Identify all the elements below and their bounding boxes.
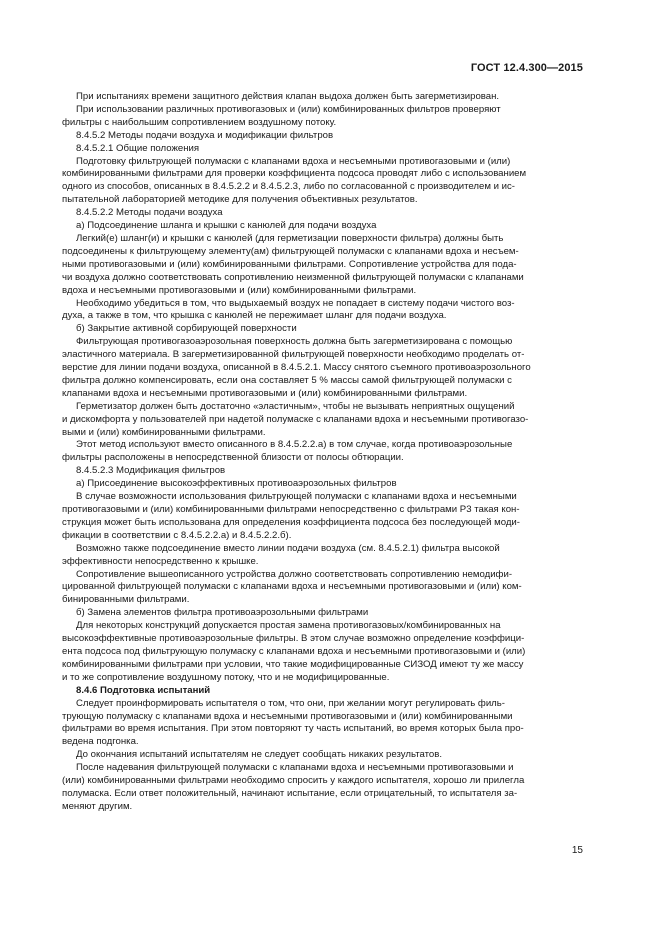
paragraph: Возможно также подсоединение вместо линии подачи воздуха (см. 8.4.5.2.1) фильтра высокой эффективности непосредственно к крышке. <box>62 542 500 567</box>
list-item: а) Подсоединение шланга и крышки с канюлей для подачи воздуха <box>76 220 377 232</box>
paragraph: До окончания испытаний испытателям не следует сообщать никаких результатов. <box>76 749 443 761</box>
paragraph: При испытаниях времени защитного действия клапан выдоха должен быть загерметизирован. <box>76 91 500 102</box>
section-heading-bold: 8.4.6 Подготовка испытаний <box>76 684 211 696</box>
standard-header: ГОСТ 12.4.300—2015 <box>470 62 583 74</box>
paragraph: После надевания фильтрующей полумаски с клапанами вдоха и несъемными противогазовыми и (или) комбинированными фильтрами необходимо спросить у каждого испытателя, хорошо ли прилегла полумаска. Если ответ положительный, начинают испытание, если отрицательный, то испытателя за- меняют другим. <box>62 762 525 812</box>
paragraph: Следует проинформировать испытателя о том, что они, при желании могут регулировать филь- трующую полумаску с клапанами вдоха и несъемными противогазовыми и (или) комбинированными фильтрами во время испытания. При этом повторяют ту часть испытаний, во время которых была про- ведена подгонка. <box>62 697 524 748</box>
paragraph: Для некоторых конструкций допускается простая замена противогазовых/комбинированных на высокоэффективные противоаэрозольные фильтры. В этом случае возможно определение коэффици- ента подсоса под фильтрующую полумаску с клапанами вдоха и несъемными противогазовыми и (или) комбинированными фильтрами при условии, что такие модифицированные СИЗОД имеют ту же массу и то же сопротивление воздушному потоку, что и не модифицированные. <box>62 620 526 683</box>
paragraph: Фильтрующая противогазоаэрозольная поверхность должна быть загерметизирована с помощью эластичного материала. В загерметизированной фильтрующей поверхности необходимо проделать от- верстие для линии подачи воздуха, описанной в 8.4.5.2.1. Массу снятого съемного противоаэрозольного фильтра должно компенсировать, если она составляет 5 % массы самой фильтрующей полумаски с клапанами вдоха и несъемными противогазовыми и (или) комбинированными фильтрами. <box>62 336 531 399</box>
paragraph: Необходимо убедиться в том, что выдыхаемый воздух не попадает в систему подачи чистого воз- духа, а также в том, что крышка с канюлей не пережимает шланг для подачи воздуха. <box>62 297 515 322</box>
list-item: б) Закрытие активной сорбирующей поверхности <box>76 323 297 335</box>
list-item: а) Присоединение высокоэффективных противоаэрозольных фильтров <box>76 478 397 490</box>
page-number: 15 <box>571 845 583 856</box>
paragraph: При использовании различных противогазовых и (или) комбинированных фильтров проверяют фильтры с наибольшим сопротивлением воздушному потоку. <box>62 103 501 128</box>
paragraph: В случае возможности использования фильтрующей полумаски с клапанами вдоха и несъемными противогазовыми и (или) комбинированными фильтрами непосредственно с фильтрами Р3 такая кон- струкция может быть использована для определения коэффициента подсоса без последующей моди- фикации в соответствии с 8.4.5.2.2.а) и 8.4.5.2.2.б). <box>62 491 520 541</box>
section-heading: 8.4.5.2 Методы подачи воздуха и модификации фильтров <box>76 129 334 141</box>
paragraph: Герметизатор должен быть достаточно «эластичным», чтобы не вызывать неприятных ощущений и дискомфорта у пользователей при надетой полумаске с клапанами вдоха и несъемными противогазо- выми и (или) комбинированными фильтрами. <box>62 400 529 438</box>
paragraph: Легкий(е) шланг(и) и крышки с канюлей (для герметизации поверхности фильтра) должны быть подсоединены к фильтрующему элементу(ам) фильтрующей полумаски с клапанами вдоха и несъем- ными противогазовыми и (или) комбинированными фильтрами. Сопротивление устройства для пода- чи воздуха должно соответствовать сопротивлению неизменной фильтрующей полумаски с клапанами вдоха и несъемными противогазовыми и (или) комбинированными фильтрами. <box>62 232 524 296</box>
paragraph: Сопротивление вышеописанного устройства должно соответствовать сопротивлению немодифи- цированной фильтрующей полумаски с клапанами вдоха и несъемными противогазовыми и (или) ком- бинированными фильтрами. <box>62 568 522 606</box>
paragraph: Этот метод используют вместо описанного в 8.4.5.2.2.а) в том случае, когда противоаэрозольные фильтры расположены в непосредственной близости от полосы обтюрации. <box>62 439 513 464</box>
section-heading: 8.4.5.2.1 Общие положения <box>76 142 200 154</box>
section-heading: 8.4.5.2.3 Модификация фильтров <box>76 465 226 477</box>
paragraph: Подготовку фильтрующей полумаски с клапанами вдоха и несъемными противогазовыми и (или) комбинированными фильтрами для проверки коэффициента подсоса проводят либо с использованием одного из способов, описанных в 8.4.5.2.2 и 8.4.5.2.3, либо по согласованной с производителем и ис- пытательной лабораторией методике для получения объективных результатов. <box>62 155 527 206</box>
document-body <box>62 91 586 814</box>
list-item: б) Замена элементов фильтра противоаэрозольными фильтрами <box>76 607 369 619</box>
section-heading: 8.4.5.2.2 Методы подачи воздуха <box>76 207 223 219</box>
